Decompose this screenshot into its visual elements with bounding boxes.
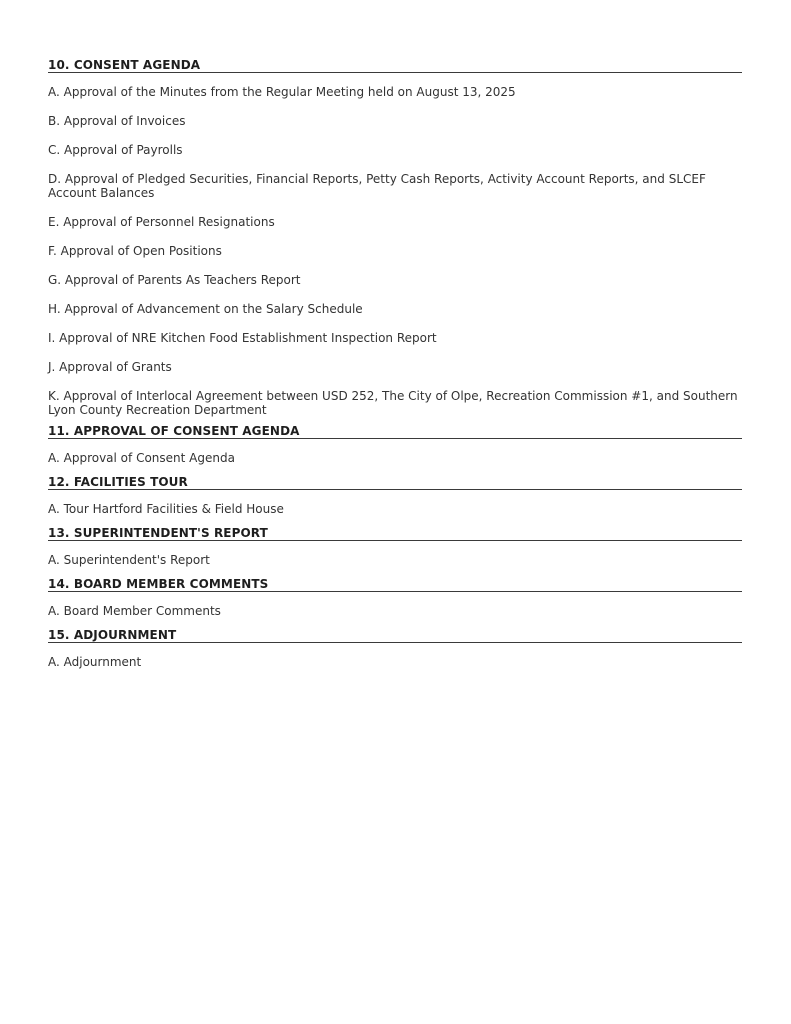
agenda-item: E. Approval of Personnel Resignations — [48, 215, 275, 229]
section-adjournment — [48, 628, 742, 669]
agenda-item: A. Adjournment — [48, 655, 142, 669]
agenda-item: H. Approval of Advancement on the Salary Schedule — [48, 302, 363, 316]
agenda-item: A. Tour Hartford Facilities & Field House — [48, 502, 284, 516]
agenda-item: D. Approval of Pledged Securities, Financial Reports, Petty Cash Reports, Activity Account Reports, and SLCEF Account Balances — [48, 172, 706, 200]
agenda-item: B. Approval of Invoices — [48, 114, 186, 128]
agenda-item: K. Approval of Interlocal Agreement between USD 252, The City of Olpe, Recreation Commission #1, and Southern Lyon County Recreation Department — [48, 389, 738, 417]
item-list — [48, 85, 742, 417]
section-facilities-tour — [48, 475, 742, 516]
section-consent-agenda — [48, 58, 742, 417]
agenda-document — [48, 58, 742, 684]
item-list — [48, 604, 742, 618]
section-heading: 10. CONSENT AGENDA — [48, 58, 742, 73]
agenda-item: A. Approval of the Minutes from the Regular Meeting held on August 13, 2025 — [48, 85, 516, 99]
item-list — [48, 451, 742, 465]
section-heading: 14. BOARD MEMBER COMMENTS — [48, 577, 742, 592]
section-heading: 13. SUPERINTENDENT'S REPORT — [48, 526, 742, 541]
section-heading: 12. FACILITIES TOUR — [48, 475, 742, 490]
section-approval-consent-agenda — [48, 424, 742, 465]
agenda-item: C. Approval of Payrolls — [48, 143, 183, 157]
section-superintendents-report — [48, 526, 742, 567]
agenda-item: A. Superintendent's Report — [48, 553, 210, 567]
agenda-item: I. Approval of NRE Kitchen Food Establishment Inspection Report — [48, 331, 437, 345]
item-list — [48, 553, 742, 567]
agenda-item: F. Approval of Open Positions — [48, 244, 222, 258]
item-list — [48, 655, 742, 669]
agenda-item: G. Approval of Parents As Teachers Report — [48, 273, 301, 287]
agenda-item: A. Board Member Comments — [48, 604, 221, 618]
section-board-member-comments — [48, 577, 742, 618]
section-heading: 11. APPROVAL OF CONSENT AGENDA — [48, 424, 742, 439]
section-heading: 15. ADJOURNMENT — [48, 628, 742, 643]
agenda-item: J. Approval of Grants — [48, 360, 172, 374]
item-list — [48, 502, 742, 516]
agenda-item: A. Approval of Consent Agenda — [48, 451, 235, 465]
